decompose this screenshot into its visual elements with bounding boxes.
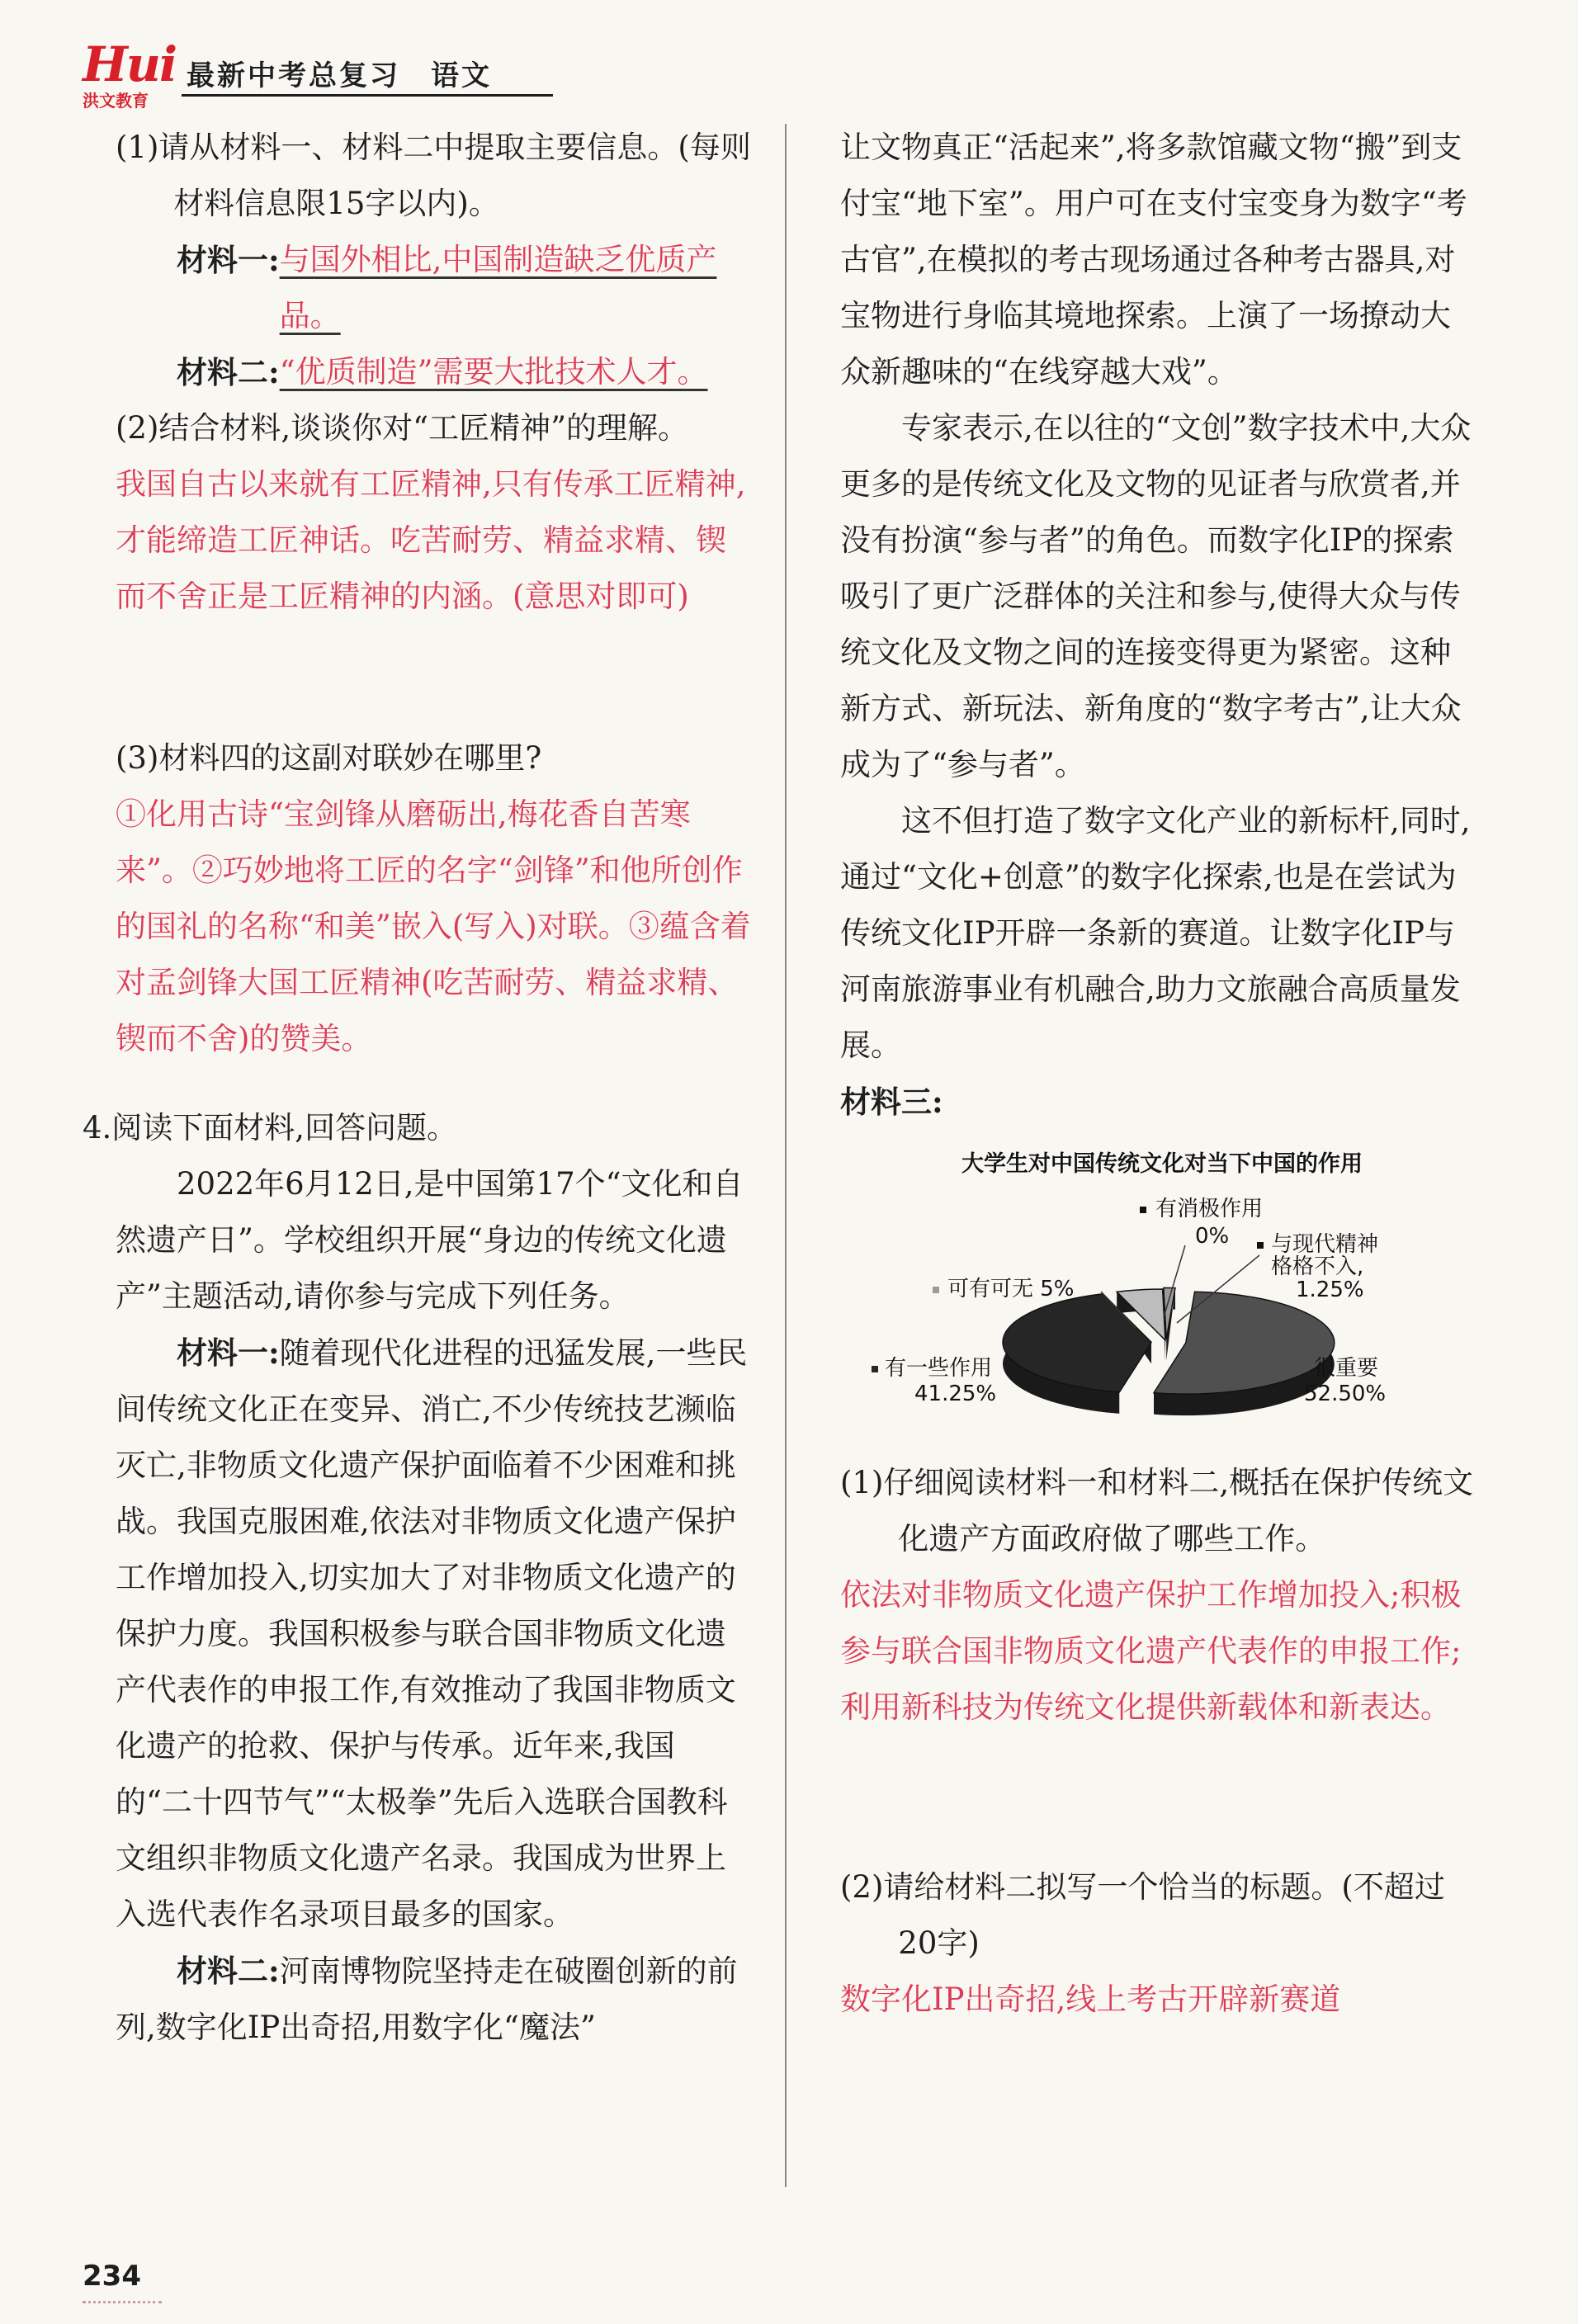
label-negative: 有消极作用 <box>1155 1197 1264 1221</box>
material-2-paragraph-3: 这不但打造了数字文化产业的新标杆,同时,通过“文化+创意”的数字化探索,也是在尝试为传统文化IP开辟一条新的赛道。让数字化IP与河南旅游事业有机融合,助力文旅融合高质量发展。 <box>840 803 1471 1063</box>
label-very-important-pct: 52.50% <box>1304 1382 1387 1406</box>
reading-material-1 <box>116 1325 751 1943</box>
question-4-intro: 2022年6月12日,是中国第17个“文化和自然遗产日”。学校组织开展“身边的传统文化遗产”主题活动,请你参与完成下列任务。 <box>116 1166 744 1314</box>
page-number: 234 <box>83 2260 141 2293</box>
legend-marker-very-important <box>1299 1366 1306 1372</box>
answer-4-1: 依法对非物质文化遗产保护工作增加投入;积极参与联合国非物质文化遗产代表作的申报工作;利用新科技为传统文化提供新载体和新表达。 <box>840 1577 1462 1725</box>
reading-material-2-label: 材料二: <box>177 1953 280 1989</box>
question-3: (3)材料四的这副对联妙在哪里? <box>116 740 542 776</box>
publisher-logo: Hui <box>83 36 177 92</box>
legend-marker-incompatible <box>1257 1242 1264 1249</box>
label-negative-pct: 0% <box>1195 1224 1230 1249</box>
label-optional: 可有可无 5% <box>947 1277 1075 1301</box>
reading-material-2-text: 河南博物院坚持走在破圈创新的前列,数字化IP出奇招,用数字化“魔法” <box>116 1953 738 2045</box>
pie-chart <box>840 1140 1476 1437</box>
page-header <box>74 36 561 111</box>
reading-material-2 <box>116 1943 751 2056</box>
label-very-important: 很重要 <box>1314 1356 1379 1381</box>
label-incompatible-pct: 1.25% <box>1296 1278 1364 1302</box>
page-number-rule <box>83 2301 162 2303</box>
header-rule <box>182 94 553 97</box>
question-2: (2)结合材料,谈谈你对“工匠精神”的理解。 <box>116 410 689 446</box>
material-2-answer: “优质制造”需要大批技术人才。 <box>279 354 708 390</box>
material-1-row <box>116 232 751 344</box>
reading-material-1-text: 随着现代化进程的迅猛发展,一些民间传统文化正在变异、消亡,不少传统技艺濒临灭亡,非物质文化遗产保护面临着不少困难和挑战。我国克服困难,依法对非物质文化遗产保护工作增加投入,切实加大了对非物质文化遗产的保护力度。我国积极参与联合国非物质文化遗产代表作的申报工作,有效推动了我国非物质文化遗产的抢救、保护与传承。近年来,我国的“二十四节气”“太极拳”先后入选联合国教科文组织非物质文化遗产名录。我国成为世界上入选代表作名录项目最多的国家。 <box>116 1335 748 1932</box>
legend-marker-optional <box>933 1287 939 1293</box>
question-4-1: (1)仔细阅读材料一和材料二,概括在保护传统文化遗产方面政府做了哪些工作。 <box>840 1465 1474 1556</box>
answer-3: ①化用古诗“宝剑锋从磨砺出,梅花香自苦寒来”。②巧妙地将工匠的名字“剑锋”和他所创作的国礼的名称“和美”嵌入(写入)对联。③蕴含着对孟剑锋大国工匠精神(吃苦耐劳、精益求精、锲而不舍)的赞美。 <box>116 796 751 1056</box>
pie-chart-svg <box>840 1140 1476 1437</box>
material-3-label: 材料三: <box>840 1084 943 1120</box>
answer-2: 我国自古以来就有工匠精神,只有传承工匠精神,才能缔造工匠神话。吃苦耐劳、精益求精、锲而不舍正是工匠精神的内涵。(意思对即可) <box>116 466 746 614</box>
legend-marker-negative <box>1140 1207 1146 1213</box>
material-2-paragraph-2: 专家表示,在以往的“文创”数字技术中,大众更多的是传统文化及文物的见证者与欣赏者,并没有扮演“参与者”的角色。而数字化IP的探索吸引了更广泛群体的关注和参与,使得大众与传统文化及文物之间的连接变得更为紧密。这种新方式、新玩法、新角度的“数字考古”,让大众成为了“参与者”。 <box>840 410 1472 782</box>
question-4-2: (2)请给材料二拟写一个恰当的标题。(不超过20字) <box>840 1869 1445 1961</box>
material-2-continued: 让文物真正“活起来”,将多款馆藏文物“搬”到支付宝“地下室”。用户可在支付宝变身为数字“考古官”,在模拟的考古现场通过各种考古器具,对宝物进行身临其境地探索。上演了一场撩动大众新趣味的“在线穿越大戏”。 <box>840 130 1467 390</box>
legend-marker-some <box>872 1366 878 1372</box>
reading-material-1-label: 材料一: <box>177 1334 280 1371</box>
label-some-effect-pct: 41.25% <box>914 1382 997 1406</box>
question-1: (1)请从材料一、材料二中提取主要信息。(每则材料信息限15字以内)。 <box>116 130 751 221</box>
material-2-label: 材料二: <box>177 354 280 390</box>
column-divider <box>785 124 787 2187</box>
material-2-row <box>116 344 751 400</box>
material-1-answer: 与国外相比,中国制造缺乏优质产品。 <box>279 242 717 333</box>
label-some-effect: 有一些作用 <box>885 1356 993 1381</box>
book-title: 最新中考总复习 语文 <box>187 59 492 92</box>
chart-title: 大学生对中国传统文化对当下中国的作用 <box>961 1151 1363 1177</box>
right-column <box>840 120 1476 2028</box>
answer-4-2: 数字化IP出奇招,线上考古开辟新赛道 <box>840 1982 1341 2017</box>
publisher-name: 洪文教育 <box>83 91 149 111</box>
label-incompatible-1: 与现代精神 <box>1271 1232 1379 1257</box>
material-1-label: 材料一: <box>177 242 280 278</box>
label-incompatible-2: 格格不入, <box>1271 1254 1364 1279</box>
question-4-title: 4.阅读下面材料,回答问题。 <box>83 1110 458 1145</box>
left-column <box>83 120 751 2056</box>
